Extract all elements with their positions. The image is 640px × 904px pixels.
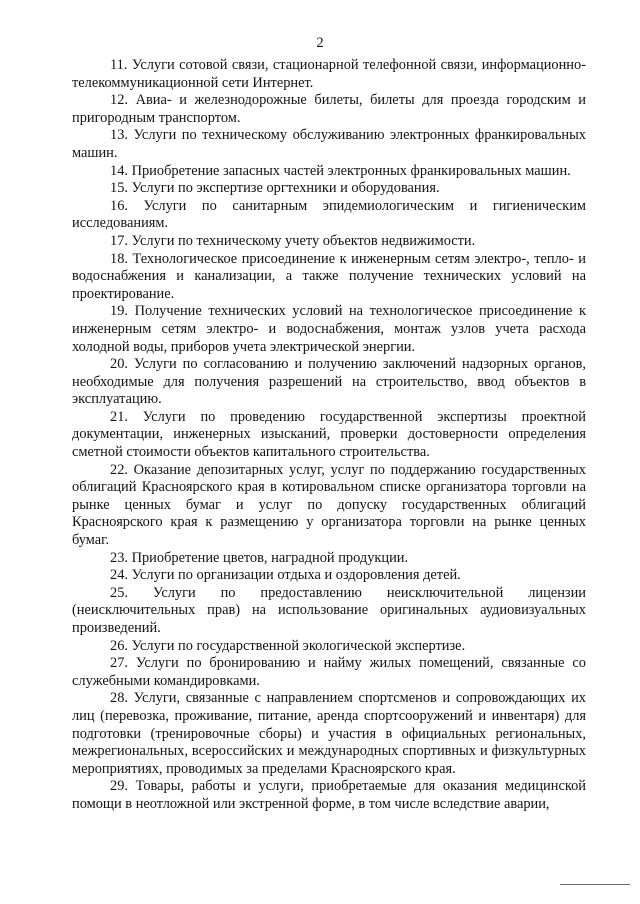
list-item: 24. Услуги по организации отдыха и оздоровления детей.: [110, 567, 461, 584]
list-item: 20. Услуги по согласованию и получению заключений надзорных органов, необходимые для получения разрешений на строительство, ввод объектов в эксплуатацию.: [72, 356, 586, 408]
list-item: 13. Услуги по техническому обслуживанию электронных франкировальных машин.: [72, 127, 586, 161]
list-item: 25. Услуги по предоставлению неисключительной лицензии (неисключительных прав) на использование оригинальных аудиовизуальных произведений.: [72, 584, 586, 636]
list-item: 26. Услуги по государственной экологической экспертизе.: [110, 637, 466, 654]
list-item: 15. Услуги по экспертизе оргтехники и оборудования.: [110, 180, 440, 197]
footer-divider: [560, 884, 630, 885]
list-item: 22. Оказание депозитарных услуг, услуг по поддержанию государственных облигаций Красноярского края в котировальном списке организатора торговли на рынке ценных бумаг и услуг по допуску государственных облигаций Красноярского края к размещению у организатора торговли на рынке ценных бумаг.: [72, 461, 586, 549]
list-item: 17. Услуги по техническому учету объектов недвижимости.: [110, 232, 476, 249]
list-item: 21. Услуги по проведению государственной экспертизы проектной документации, инженерных изысканий, проверки достоверности определения сметной стоимости объектов капитального строительства.: [72, 408, 586, 461]
list-item: 16. Услуги по санитарным эпидемиологическим и гигиеническим исследованиям.: [72, 197, 586, 232]
list-item: 29. Товары, работы и услуги, приобретаемые для оказания медицинской помощи в неотложной или экстренной форме, в том числе вследствие аварии,: [72, 778, 586, 812]
list-item: 23. Приобретение цветов, наградной продукции.: [110, 549, 409, 566]
list-item: 12. Авиа- и железнодорожные билеты, билеты для проезда городским и пригородным транспортом.: [72, 92, 586, 126]
list-item: 28. Услуги, связанные с направлением спортсменов и сопровождающих их лиц (перевозка, проживание, питание, аренда спортсооружений и инвентаря) для подготовки (тренировочные сборы) и участия в официальных региональных, межрегиональных, всероссийских и международных спортивных и физкультурных мероприятиях, проводимых за пределами Красноярского края.: [72, 690, 586, 777]
document-body: [72, 57, 586, 814]
list-item: 18. Технологическое присоединение к инженерным сетям электро-, тепло- и водоснабжения и канализации, а также получение технических условий на проектирование.: [72, 250, 586, 302]
page-number: 2: [316, 35, 324, 51]
list-item: 14. Приобретение запасных частей электронных франкировальных машин.: [110, 162, 571, 179]
list-item: 11. Услуги сотовой связи, стационарной телефонной связи, информационно-телекоммуникационной сети Интернет.: [72, 57, 586, 91]
list-item: 27. Услуги по бронированию и найму жилых помещений, связанные со служебными командировками.: [72, 655, 586, 689]
list-item: 19. Получение технических условий на технологическое присоединение к инженерным сетям электро- и водоснабжения, монтаж узлов учета расхода холодной воды, приборов учета электрической энергии.: [72, 303, 586, 355]
